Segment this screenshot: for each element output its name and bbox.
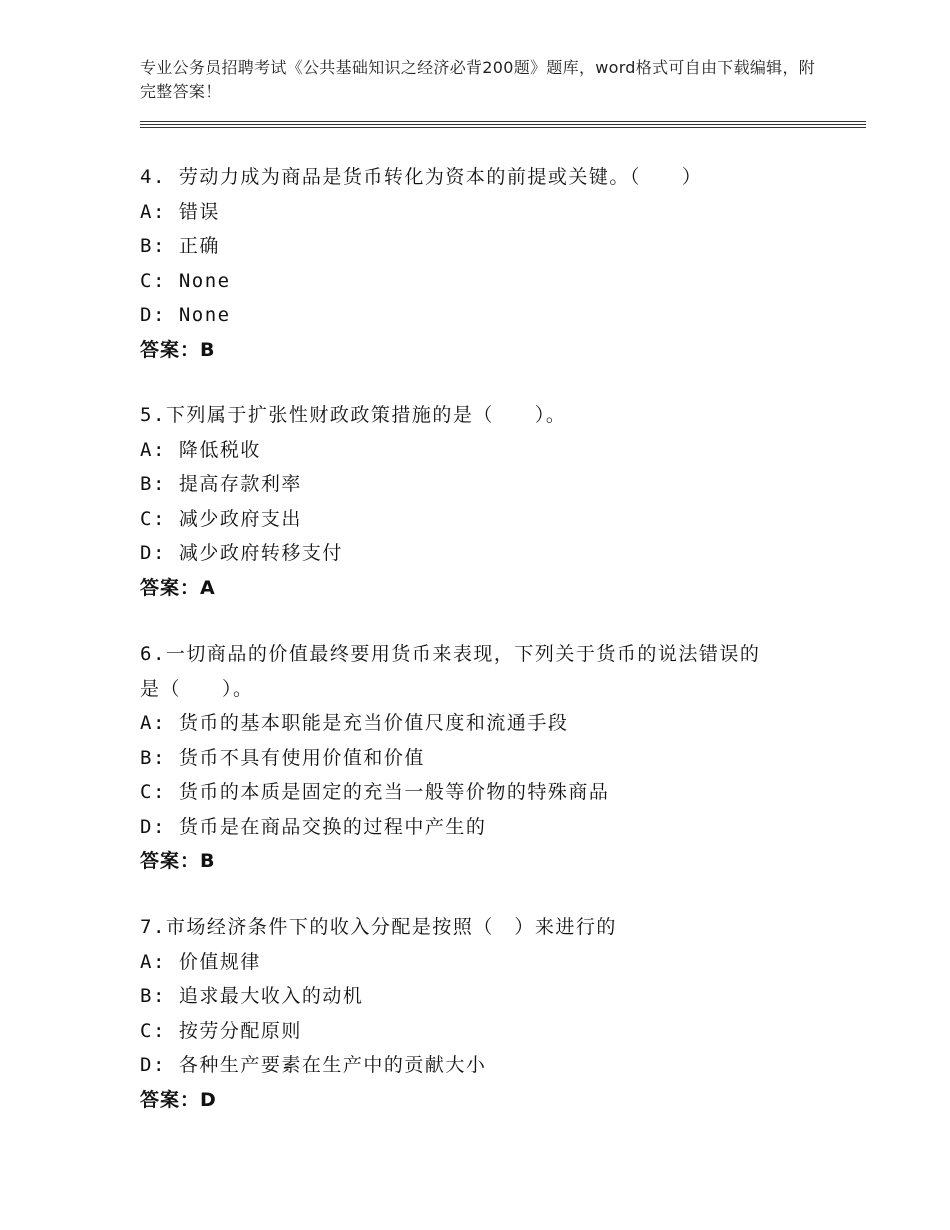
- option-c: C: 按劳分配原则: [140, 1019, 302, 1042]
- question-block: [140, 160, 820, 367]
- question-stem: 4. 劳动力成为商品是货币转化为资本的前提或关键。（ ）: [140, 166, 703, 188]
- option-b: B: 正确: [140, 235, 220, 257]
- option-c: C: 货币的本质是固定的充当一般等价物的特殊商品: [140, 781, 610, 803]
- option-b: B: 追求最大收入的动机: [140, 985, 364, 1007]
- option-b: B: 提高存款利率: [140, 473, 302, 495]
- option-a: A: 错误: [140, 200, 220, 223]
- answer-label: 答案：B: [140, 850, 216, 872]
- question-block: [140, 398, 820, 605]
- header-divider-line: [140, 127, 866, 128]
- option-d: D: 货币是在商品交换的过程中产生的: [140, 815, 487, 838]
- header-divider-line: [140, 124, 866, 125]
- option-a: A: 价值规律: [140, 950, 261, 973]
- question-stem-line-1: 6.一切商品的价值最终要用货币来表现，下列关于货币的说法错误的: [140, 643, 761, 665]
- header-divider-line: [140, 121, 866, 122]
- question-stem: 5.下列属于扩张性财政政策措施的是（ ）。: [140, 404, 567, 426]
- option-a: A: 货币的基本职能是充当价值尺度和流通手段: [140, 712, 569, 734]
- question-stem: 7.市场经济条件下的收入分配是按照（ ）来进行的: [140, 916, 617, 938]
- option-b: B: 货币不具有使用价值和价值: [140, 746, 425, 769]
- option-d: D: 各种生产要素在生产中的贡献大小: [140, 1054, 487, 1076]
- answer-label: 答案：A: [140, 576, 216, 599]
- question-block: [140, 910, 820, 1117]
- question-stem-line-2: 是（ ）。: [140, 677, 254, 700]
- option-c: C: None: [140, 269, 231, 292]
- question-block: [140, 637, 820, 879]
- document-header: 专业公务员招聘考试《公共基础知识之经济必背200题》题库，word格式可自由下载编辑，附完整答案！: [140, 58, 816, 101]
- answer-label: 答案：D: [140, 1088, 217, 1111]
- option-c: C: 减少政府支出: [140, 507, 302, 530]
- answer-label: 答案：B: [140, 338, 216, 361]
- option-d: D: None: [140, 304, 231, 326]
- option-a: A: 降低税收: [140, 438, 261, 461]
- option-d: D: 减少政府转移支付: [140, 542, 343, 564]
